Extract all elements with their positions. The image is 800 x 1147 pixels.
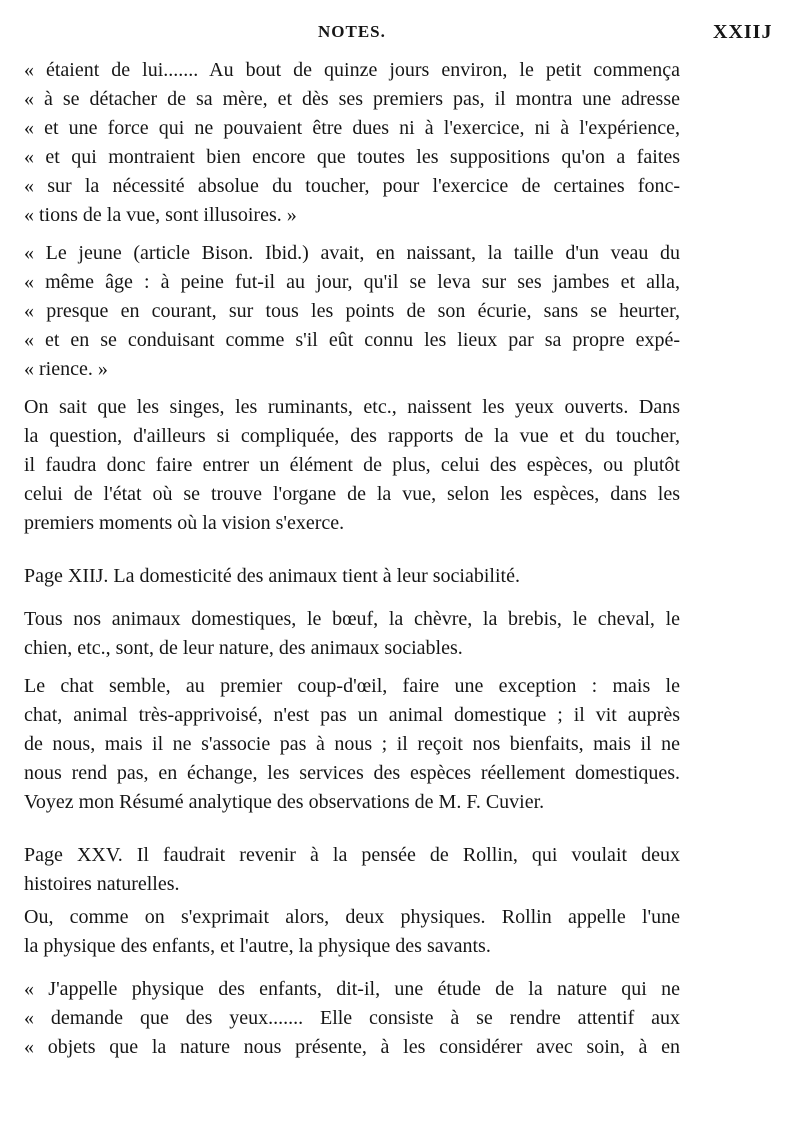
text-line: Page XXV. Il faudrait revenir à la pensée de Rollin, qui voulait deux (24, 844, 680, 866)
paragraph-quote-rollin (24, 975, 680, 1062)
running-title: NOTES. (318, 22, 386, 41)
text-line: Page XIIJ. La domesticité des animaux tient à leur sociabilité. (24, 565, 520, 587)
paragraph-domestic-animals (24, 605, 680, 663)
paragraph-quote-bison (24, 239, 680, 384)
text-line: « et une force qui ne pouvaient être dues ni à l'exercice, ni à l'expérience, (24, 117, 680, 139)
text-line: de nous, mais il ne s'associe pas à nous ; il reçoit nos bienfaits, mais il ne (24, 733, 680, 755)
text-line: la physique des enfants, et l'autre, la physique des savants. (24, 935, 491, 957)
text-line: chien, etc., sont, de leur nature, des animaux sociables. (24, 637, 463, 659)
paragraph-eyes-open (24, 393, 680, 538)
page-number: XXIIJ (713, 21, 773, 43)
text-line: « étaient de lui....... Au bout de quinze jours environ, le petit commença (24, 59, 680, 81)
paragraph-page-ref-xiij (24, 562, 680, 591)
text-line: « demande que des yeux....... Elle consiste à se rendre attentif aux (24, 1007, 680, 1029)
text-line: « tions de la vue, sont illusoires. » (24, 204, 297, 226)
text-line: celui de l'état où se trouve l'organe de la vue, selon les espèces, dans les (24, 483, 680, 505)
text-line: « à se détacher de sa mère, et dès ses premiers pas, il montra une adresse (24, 88, 680, 110)
text-line: « J'appelle physique des enfants, dit-il, une étude de la nature qui ne (24, 978, 680, 1000)
paragraph-cat (24, 672, 680, 817)
text-line: Le chat semble, au premier coup-d'œil, faire une exception : mais le (24, 675, 680, 697)
text-line: « même âge : à peine fut-il au jour, qu'il se leva sur ses jambes et alla, (24, 271, 680, 293)
text-line: « presque en courant, sur tous les points de son écurie, sans se heurter, (24, 300, 680, 322)
text-line: « Le jeune (article Bison. Ibid.) avait, en naissant, la taille d'un veau du (24, 242, 680, 264)
text-line: « et en se conduisant comme s'il eût connu les lieux par sa propre expé- (24, 329, 680, 351)
page-header (0, 18, 800, 48)
paragraph-rollin (24, 903, 680, 961)
paragraph-quote-development (24, 56, 680, 230)
text-line: Tous nos animaux domestiques, le bœuf, la chèvre, la brebis, le cheval, le (24, 608, 680, 630)
text-line: « objets que la nature nous présente, à les considérer avec soin, à en (24, 1036, 680, 1058)
text-line: « sur la nécessité absolue du toucher, pour l'exercice de certaines fonc- (24, 175, 680, 197)
text-line: il faudra donc faire entrer un élément de plus, celui des espèces, ou plutôt (24, 454, 680, 476)
text-line: Ou, comme on s'exprimait alors, deux physiques. Rollin appelle l'une (24, 906, 680, 928)
text-line: nous rend pas, en échange, les services des espèces réellement domestiques. (24, 762, 680, 784)
text-line: « et qui montraient bien encore que toutes les suppositions qu'on a faites (24, 146, 680, 168)
text-line: histoires naturelles. (24, 873, 180, 895)
text-line: On sait que les singes, les ruminants, etc., naissent les yeux ouverts. Dans (24, 396, 680, 418)
text-line: chat, animal très-apprivoisé, n'est pas un animal domestique ; il vit auprès (24, 704, 680, 726)
page-body (24, 56, 680, 1062)
text-line: la question, d'ailleurs si compliquée, des rapports de la vue et du toucher, (24, 425, 680, 447)
text-line: Voyez mon Résumé analytique des observations de M. F. Cuvier. (24, 791, 545, 813)
text-line: premiers moments où la vision s'exerce. (24, 512, 345, 534)
paragraph-page-ref-xxv (24, 841, 680, 899)
text-line: « rience. » (24, 358, 108, 380)
